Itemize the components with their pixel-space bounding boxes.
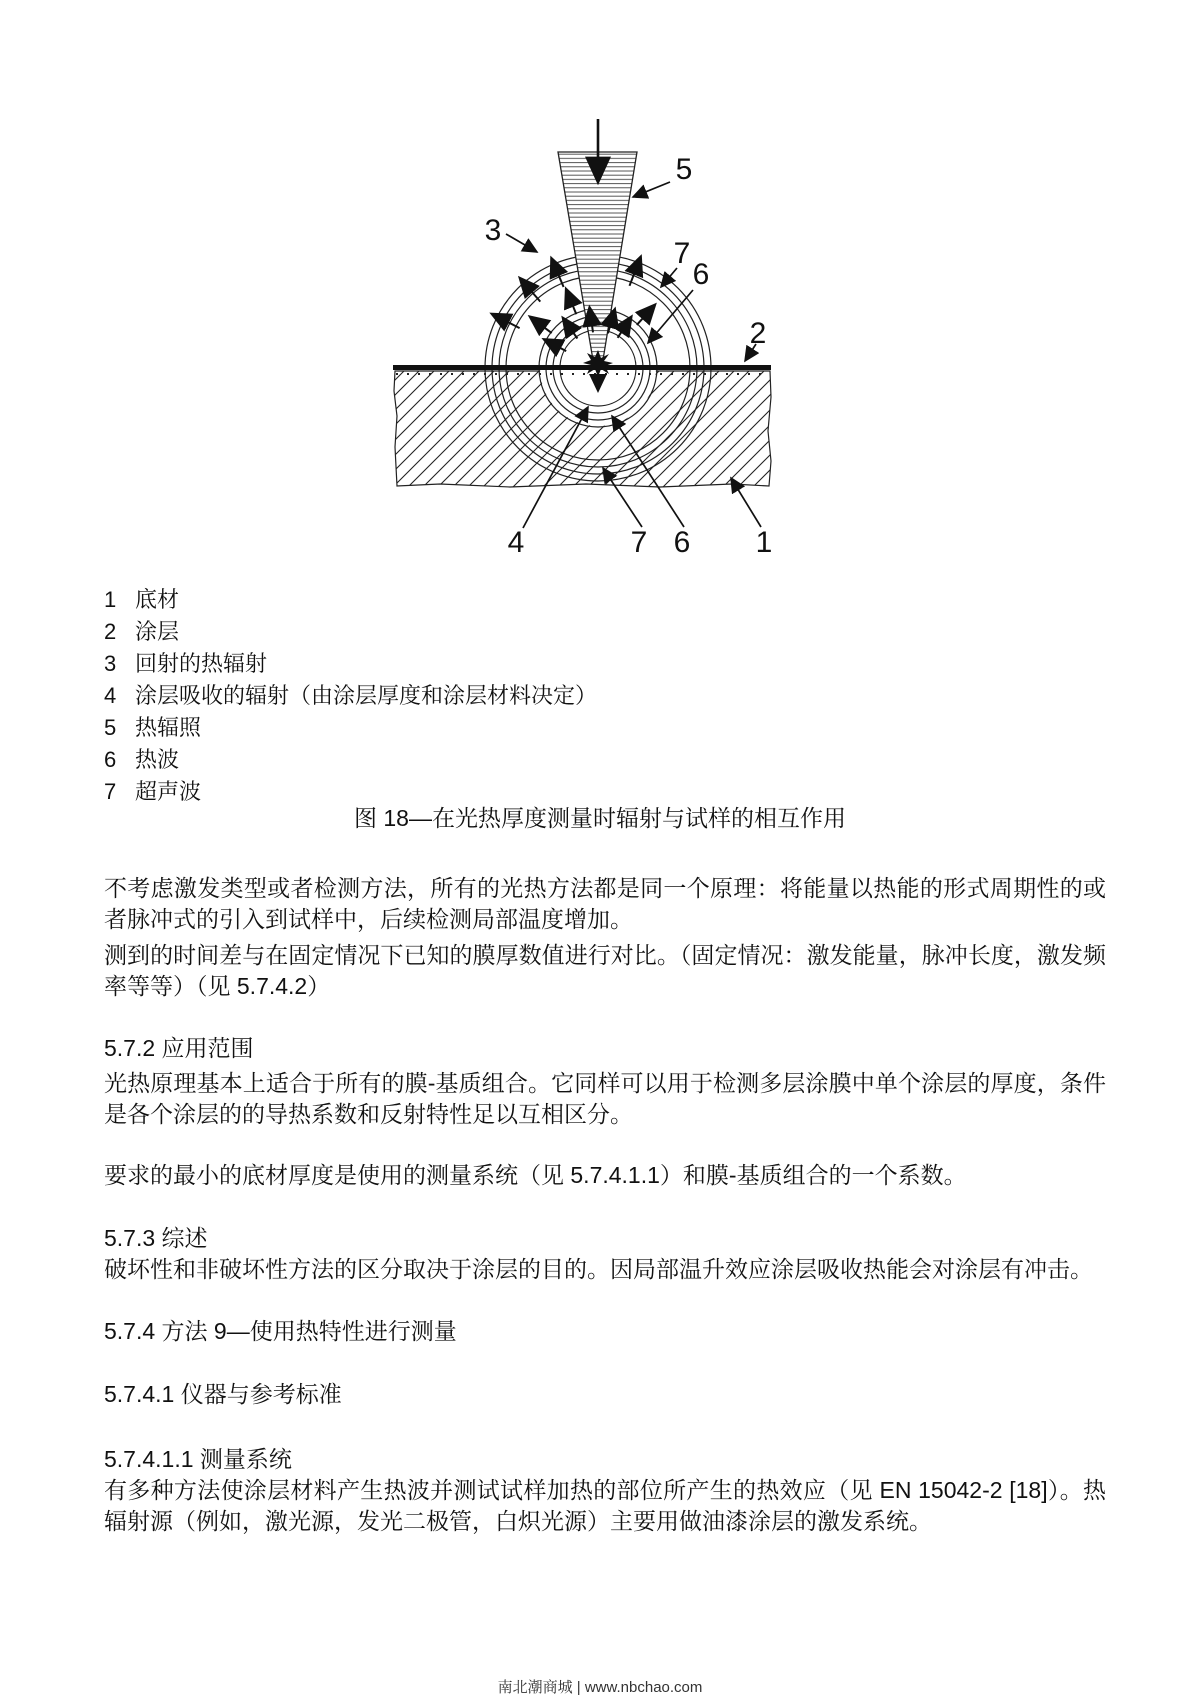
callout-3: 3 [484,214,502,247]
paragraph-5-7-4-1-1: 有多种方法使涂层材料产生热波并测试试样加热的部位所产生的热效应（见 EN 15042-2 [18]）。热辐射源（例如，激光源，发光二极管，白炽光源）主要用做油漆涂层的激发系统。 [104,1477,1106,1534]
legend-num: 4 [104,683,117,708]
legend-num: 2 [104,619,117,644]
legend-label: 回射的热辐射 [135,651,268,676]
legend-label: 热辐照 [135,715,202,740]
paragraph-principle-2: 测到的时间差与在固定情况下已知的膜厚数值进行对比。（固定情况：激发能量，脉冲长度，激发频率等等）（见 5.7.4.2） [104,942,1106,999]
legend-num: 1 [104,587,117,612]
legend-item [104,712,597,744]
section-heading-5-7-3: 5.7.3 综述 [104,1225,208,1251]
paragraph-5-7-2-2: 要求的最小的底材厚度是使用的测量系统（见 5.7.4.1.1）和膜-基质组合的一个系数。 [104,1162,967,1188]
paragraph-5-7-2-1: 光热原理基本上适合于所有的膜-基质组合。它同样可以用于检测多层涂膜中单个涂层的厚度，条件是各个涂层的的导热系数和反射特性足以互相区分。 [104,1070,1106,1127]
figure-caption: 图 18—在光热厚度测量时辐射与试样的相互作用 [354,805,846,831]
callout-2: 2 [749,317,767,350]
callout-6-bottom: 6 [673,526,691,559]
section-heading-5-7-4-1: 5.7.4.1 仪器与参考标准 [104,1381,342,1407]
legend-num: 6 [104,747,117,772]
legend-num: 5 [104,715,117,740]
figure-legend [104,584,597,808]
legend-num: 7 [104,779,117,804]
callout-4: 4 [507,526,525,559]
legend-item [104,584,597,616]
document-body [104,873,1106,1537]
callout-7-top: 7 [673,237,691,270]
paragraph-5-7-3-1: 破坏性和非破坏性方法的区分取决于涂层的目的。因局部温升效应涂层吸收热能会对涂层有冲击。 [104,1256,1093,1282]
callout-1: 1 [755,526,773,559]
radiation-interaction-drawing [360,85,840,565]
page-footer: 南北潮商城 | www.nbchao.com [497,1679,703,1696]
legend-item [104,744,597,776]
section-heading-5-7-4: 5.7.4 方法 9—使用热特性进行测量 [104,1318,457,1344]
callout-5: 5 [675,153,693,186]
legend-num: 3 [104,651,117,676]
legend-label: 底材 [135,587,180,612]
legend-item [104,680,597,712]
legend-label: 热波 [135,747,180,772]
legend-label: 涂层吸收的辐射（由涂层厚度和涂层材料决定） [135,683,598,708]
callout-6-top: 6 [692,258,710,291]
callout-7-bottom: 7 [630,526,648,559]
legend-label: 涂层 [135,619,180,644]
section-heading-5-7-2: 5.7.2 应用范围 [104,1035,254,1061]
section-heading-5-7-4-1-1: 5.7.4.1.1 测量系统 [104,1446,292,1472]
legend-label: 超声波 [135,779,202,804]
paragraph-principle-1: 不考虑激发类型或者检测方法，所有的光热方法都是同一个原理：将能量以热能的形式周期性的或者脉冲式的引入到试样中，后续检测局部温度增加。 [104,875,1106,932]
figure-18-diagram [360,85,840,565]
legend-item [104,616,597,648]
legend-item [104,648,597,680]
